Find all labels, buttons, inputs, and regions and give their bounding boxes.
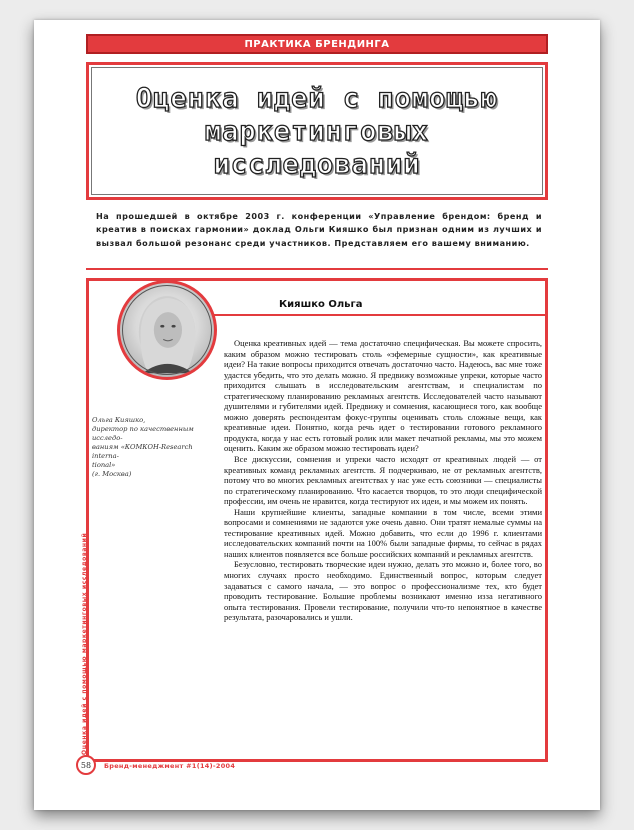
article-lead: На прошедшей в октябре 2003 г. конференции «Управление брендом: бренд и креатив в поисках гармонии» доклад Ольги Кияшко был признан одним из лучших и вызвал большой резонанс среди участников. Представляем его вашему вниманию.: [96, 211, 542, 248]
caption-line: ваниям «КОМКОН-Research interna-: [92, 443, 193, 460]
photo-caption: [92, 416, 202, 479]
page-number: 58: [76, 755, 96, 775]
article-title: Оценка идей с помощью маркетинговых исследований: [135, 82, 499, 180]
magazine-page: [34, 20, 600, 810]
lead-divider: [86, 268, 548, 270]
title-box: [86, 62, 548, 200]
caption-line: (г. Москва): [92, 470, 132, 478]
portrait-icon: [120, 283, 214, 377]
article-body: [224, 338, 542, 750]
body-paragraph: Все дискуссии, сомнения и упреки часто исходят от креативных людей — от креативных команд рекламных агентств. Я подчеркиваю, не от рекламных агентств, потому что во многих рекламных агентствах у нас уже есть союзники — специалисты по стратегическому планированию. Что касается творцов, то это люди специфической профессии, им очень не нравится, когда тестируют их идеи, и мы можем их понять.: [224, 454, 542, 507]
section-label: ПРАКТИКА БРЕНДИНГА: [244, 38, 390, 50]
body-paragraph: Оценка креативных идей — тема достаточно специфическая. Вы можете спросить, каким образом можно тестировать столь «эфемерные сущности», как креативные идеи? На такие вопросы приходится отвечать достаточно часто. Надеюсь, вас мне тоже удастся убедить, что это делать можно. Я предвижу возможные упреки, которые часто приходится слышать в исследовательским агентствам, и специалистам по стратегическому планированию рекламных агентств. Исследователей часто называют душителями и губителями идей. Предвижу и сомнения, касающиеся того, как вообще можно доверять респондентам фокус-группы оценивать столь сложные вещи, как креативные идеи. Понятно, когда речь идет о тестировании готового рекламного продукта, когда у нас есть готовый ролик или макет печатной рекламы, мы это можем оценить. Каким же образом можно тестировать идеи?: [224, 338, 542, 454]
author-name: Кияшко Ольга: [279, 299, 363, 310]
caption-line: директор по качественным исследо-: [92, 425, 194, 442]
body-paragraph: Безусловно, тестировать творческие идеи нужно, делать это можно и, более того, во многих случаях просто необходимо. Единственный вопрос, которым следует задаваться с самого начала, — это вопрос о профессионализме тех, кто будет проводить тестирование. Большие проблемы возникают именно изза негативного опыта тестирования. Провели тестирование, получили что-то непонятное в качестве результата, разочаровались и ушли.: [224, 559, 542, 623]
body-paragraph: Наши крупнейшие клиенты, западные компании в том числе, всеми этими вопросами и сомнениями не задаются уже очень давно. Они тратят немалые суммы на тестирование креативных идей. Можно добавить, что если до 1996 г. клиентами исследовательских компаний почти на 100% были западные фирмы, то сейчас в рядах наших клиентов появляется все больше российских компаний и рекламных агентств.: [224, 506, 542, 559]
vertical-running-title: Оценка идей с помощью маркетинговых исследований: [81, 532, 88, 755]
author-divider: [212, 314, 546, 316]
caption-line: Ольга Кияшко,: [92, 416, 146, 424]
section-banner: [86, 34, 548, 54]
caption-line: tional»: [92, 461, 116, 469]
author-photo: [117, 280, 217, 380]
journal-footer: Бренд-менеджмент #1(14)-2004: [104, 762, 236, 770]
